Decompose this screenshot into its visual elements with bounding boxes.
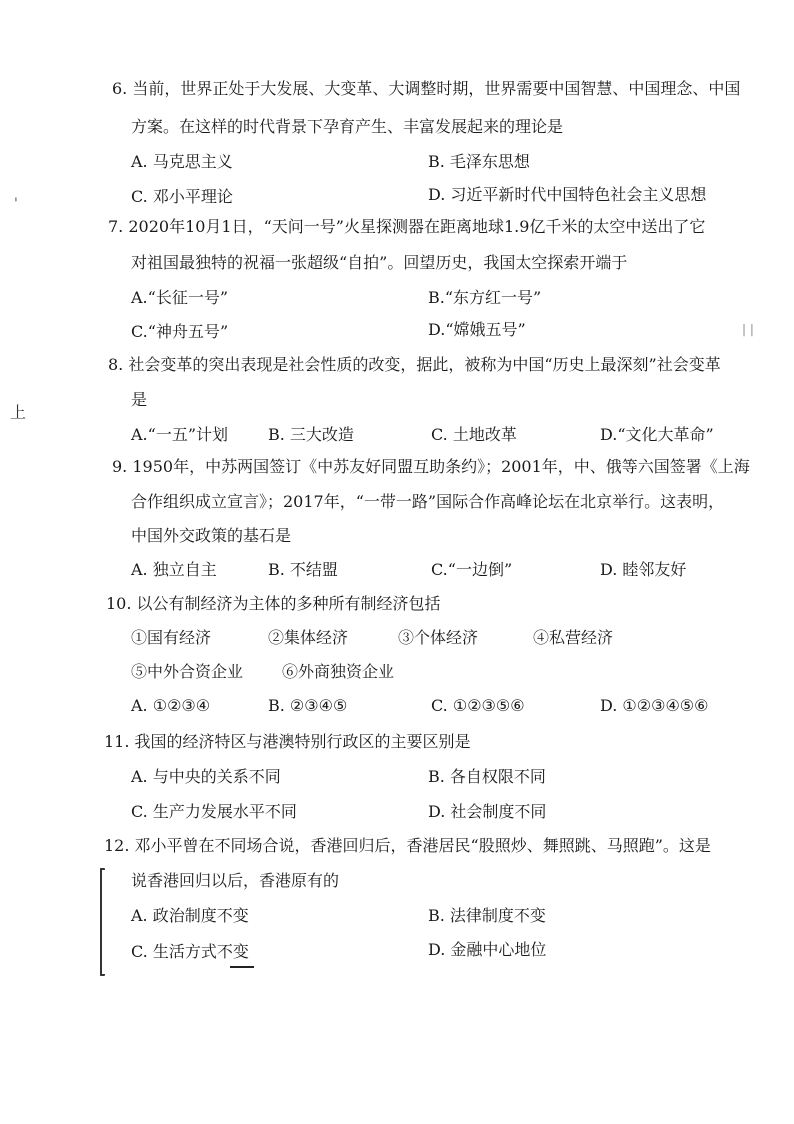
option-c: C. 生活方式不变 (131, 942, 249, 961)
statement-item: ⑤中外合资企业 (131, 662, 244, 681)
question-stem-line: 说香港回归以后，香港原有的 (131, 871, 340, 890)
scan-dash-mark (230, 966, 254, 968)
option-a: A. 与中央的关系不同 (131, 767, 281, 786)
statement-item: ②集体经济 (268, 628, 349, 647)
question-stem-line: 11. 我国的经济特区与港澳特别行政区的主要区别是 (104, 732, 471, 751)
option-d: D.“文化大革命” (600, 425, 714, 444)
option-d: D. 金融中心地位 (428, 940, 547, 959)
question-stem-line: 7. 2020年10月1日，“天问一号”火星探测器在距离地球1.9亿千米的太空中送出了它 (108, 217, 706, 236)
question-stem-line: 是 (131, 390, 148, 409)
margin-mark: ' (14, 196, 18, 212)
question-stem-line: 方案。在这样的时代背景下孕育产生、丰富发展起来的理论是 (131, 117, 564, 136)
option-c: C. ①②③⑤⑥ (431, 696, 525, 715)
option-d: D. 社会制度不同 (428, 802, 547, 821)
question-stem-line: 6. 当前，世界正处于大发展、大变革、大调整时期，世界需要中国智慧、中国理念、中国 (112, 79, 741, 98)
statement-item: ④私营经济 (533, 628, 614, 647)
option-a: A.“长征一号” (131, 288, 229, 307)
option-b: B. 各自权限不同 (428, 767, 546, 786)
option-b: B. 毛泽东思想 (428, 152, 530, 171)
option-a: A. ①②③④ (131, 696, 211, 715)
margin-mark: | | (742, 322, 754, 336)
question-stem-line: 8. 社会变革的突出表现是社会性质的改变，据此，被称为中国“历史上最深刻”社会变革 (108, 355, 721, 374)
scan-bracket-mark (100, 868, 105, 976)
option-c: C. 生产力发展水平不同 (131, 802, 297, 821)
margin-mark: 上 (10, 403, 27, 422)
option-b: B. ②③④⑤ (268, 696, 348, 715)
question-stem-line: 合作组织成立宣言》；2017年，“一带一路”国际合作高峰论坛在北京举行。这表明， (131, 492, 725, 511)
statement-item: ⑥外商独资企业 (282, 662, 395, 681)
option-b: B.“东方红一号” (428, 288, 542, 307)
option-a: A. 政治制度不变 (131, 906, 249, 925)
option-c: C.“神舟五号” (131, 322, 229, 341)
question-stem-line: 12. 邓小平曾在不同场合说，香港回归后，香港居民“股照炒、舞照跳、马照跑”。这是 (104, 836, 711, 855)
option-b: B. 不结盟 (268, 560, 338, 579)
question-stem-line: 中国外交政策的基石是 (131, 526, 292, 545)
option-d: D.“嫦娥五号” (428, 320, 526, 339)
question-stem-line: 对祖国最独特的祝福一张超级“自拍”。回望历史，我国太空探索开端于 (131, 253, 628, 272)
question-stem-line: 9. 1950年，中苏两国签订《中苏友好同盟互助条约》；2001年，中、俄等六国签署《上海 (112, 457, 750, 476)
option-d: D. ①②③④⑤⑥ (600, 696, 709, 715)
option-a: A. 马克思主义 (131, 152, 233, 171)
option-b: B. 法律制度不变 (428, 906, 546, 925)
option-d: D. 睦邻友好 (600, 560, 687, 579)
option-a: A.“一五”计划 (131, 425, 229, 444)
statement-item: ①国有经济 (131, 628, 212, 647)
option-c: C. 土地改革 (431, 425, 517, 444)
option-d: D. 习近平新时代中国特色社会主义思想 (428, 185, 707, 204)
option-a: A. 独立自主 (131, 560, 217, 579)
statement-item: ③个体经济 (398, 628, 479, 647)
option-b: B. 三大改造 (268, 425, 354, 444)
option-c: C. 邓小平理论 (131, 187, 233, 206)
question-stem-line: 10. 以公有制经济为主体的多种所有制经济包括 (106, 594, 441, 613)
option-c: C.“一边倒” (431, 560, 513, 579)
